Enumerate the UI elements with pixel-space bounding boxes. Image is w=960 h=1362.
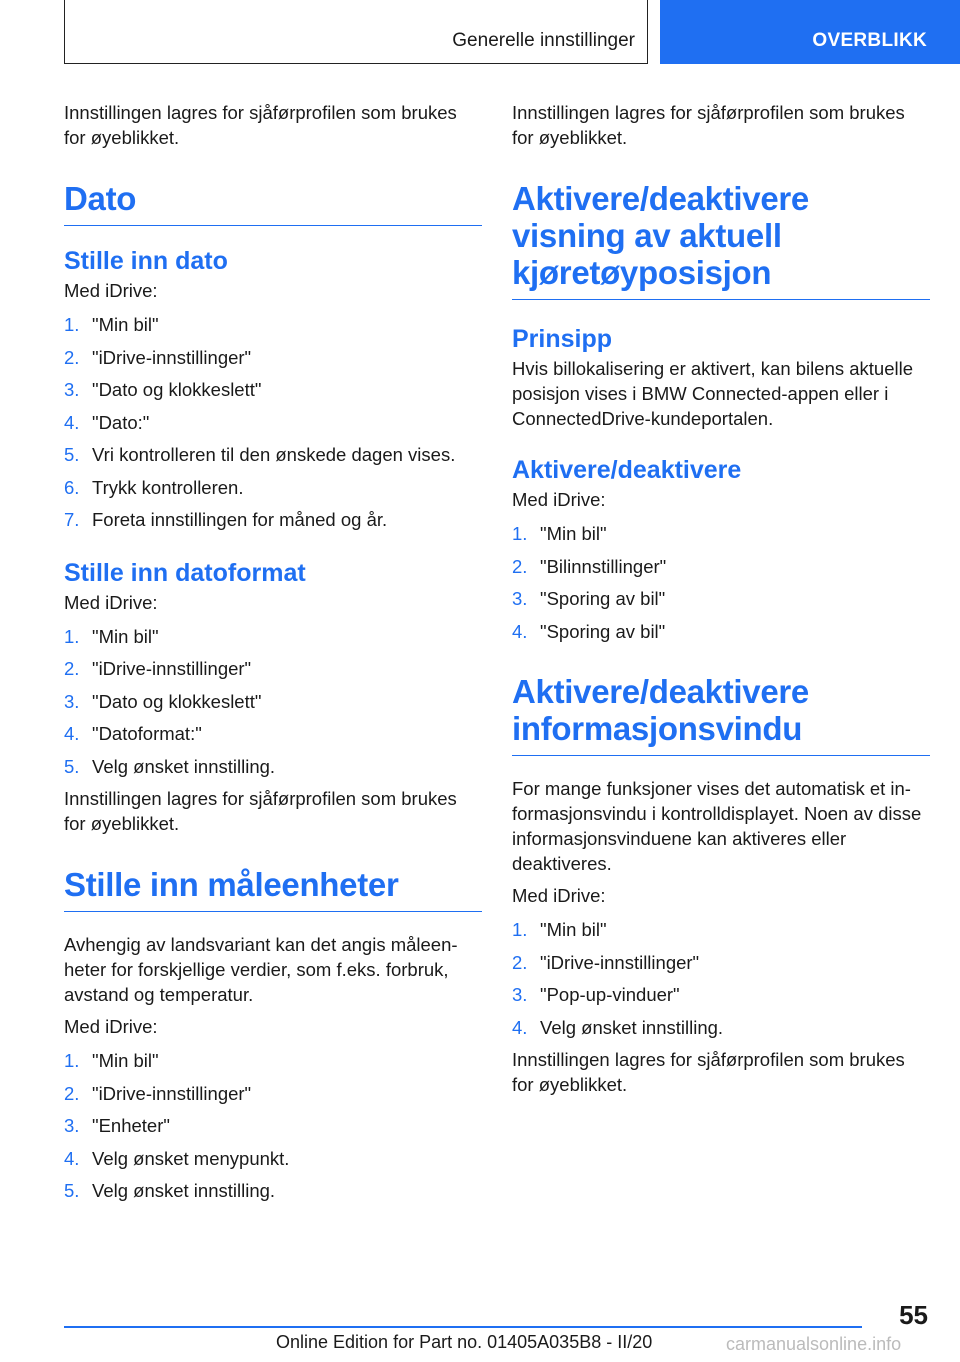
- header-tab-label: OVERBLIKK: [812, 30, 927, 51]
- datoformat-outro: Innstillingen lagres for sjåførprofilen som brukes for øyeblikket.: [64, 788, 457, 834]
- list-item: 3. "Enheter": [64, 1115, 170, 1136]
- maleenheter-desc: Avhengig av landsvariant kan det angis måleen-heter for forskjellige verdier, som f.eks. forbruk, avstand og temperatur.: [64, 934, 458, 1005]
- med-idrive-label: Med iDrive:: [64, 280, 158, 301]
- header-section-box: [64, 0, 648, 64]
- list-item: 3. "Pop-up-vinduer": [512, 984, 680, 1005]
- dato-steps: [64, 312, 482, 540]
- aktivere-steps: [512, 521, 930, 651]
- footer-divider: [64, 1326, 862, 1328]
- dato-heading: Dato: [64, 180, 482, 226]
- med-idrive-label: Med iDrive:: [512, 885, 606, 906]
- datoformat-heading: Stille inn datoformat: [64, 558, 306, 587]
- list-item: 4. Velg ønsket innstilling.: [512, 1016, 724, 1038]
- list-item: 6. Trykk kontrolleren.: [64, 476, 244, 498]
- datoformat-steps: [64, 624, 482, 787]
- infovindu-steps: [512, 917, 930, 1047]
- page-number: 55: [899, 1300, 928, 1330]
- list-item: 1. "Min bil": [64, 1050, 159, 1071]
- list-item: 1. "Min bil": [64, 314, 159, 335]
- infovindu-heading: Aktivere/deaktivere informasjonsvindu: [512, 673, 930, 756]
- left-column: [64, 100, 482, 1211]
- list-item: 5. Velg ønsket innstilling.: [64, 755, 276, 777]
- med-idrive-label: Med iDrive:: [64, 591, 158, 613]
- list-item: 2. "iDrive-innstillinger": [64, 658, 252, 679]
- list-item: 2. "iDrive-innstillinger": [64, 1082, 252, 1104]
- list-item: 5. Velg ønsket innstilling.: [64, 1180, 276, 1201]
- list-item: 7. Foreta innstillingen for måned og år.: [64, 509, 388, 530]
- posisjon-heading: Aktivere/deaktivere visning av aktuell kjøretøyposisjon: [512, 180, 930, 300]
- med-idrive-label: Med iDrive:: [64, 1016, 158, 1037]
- footer-edition: Online Edition for Part no. 01405A035B8 - II/20: [276, 1332, 653, 1352]
- list-item: 2. "iDrive-innstillinger": [64, 346, 252, 368]
- maleenheter-heading: Stille inn måleenheter: [64, 866, 482, 912]
- list-item: 4. "Sporing av bil": [512, 620, 666, 642]
- list-item: 4. "Dato:": [64, 411, 150, 433]
- infovindu-desc: For mange funksjoner vises det automatisk et in-formasjonsvindu i kontrolldisplayet. Noen av disse informasjonsvinduene kan aktiveres eller deaktiveres.: [512, 778, 922, 874]
- list-item: 5. Vri kontrolleren til den ønskede dagen vises.: [64, 444, 456, 465]
- intro-text: Innstillingen lagres for sjåførprofilen som brukes for øyeblikket.: [64, 102, 457, 148]
- header-section-title: Generelle innstillinger: [452, 30, 635, 51]
- list-item: 1. "Min bil": [64, 625, 159, 647]
- list-item: 3. "Dato og klokkeslett": [64, 690, 262, 712]
- aktivere-heading: Aktivere/deaktivere: [512, 456, 742, 484]
- maleenheter-steps: [64, 1048, 482, 1211]
- prinsipp-text: Hvis billokalisering er aktivert, kan bilens aktuelle posisjon vises i BMW Connected-appen eller i ConnectedDrive-kundeportalen.: [512, 358, 914, 429]
- stille-inn-dato-heading: Stille inn dato: [64, 247, 228, 275]
- med-idrive-label: Med iDrive:: [512, 489, 606, 510]
- list-item: 2. "iDrive-innstillinger": [512, 951, 700, 973]
- list-item: 1. "Min bil": [512, 523, 607, 544]
- list-item: 3. "Sporing av bil": [512, 588, 666, 609]
- list-item: 4. Velg ønsket menypunkt.: [64, 1147, 290, 1169]
- infovindu-outro: Innstillingen lagres for sjåførprofilen som brukes for øyeblikket.: [512, 1049, 905, 1095]
- list-item: 1. "Min bil": [512, 919, 607, 940]
- watermark-text: carmanualsonline.info: [720, 1334, 901, 1355]
- list-item: 4. "Datoformat:": [64, 723, 202, 744]
- header-tab-overblikk[interactable]: [660, 0, 960, 64]
- prinsipp-heading: Prinsipp: [512, 325, 613, 353]
- list-item: 2. "Bilinnstillinger": [512, 555, 667, 577]
- list-item: 3. "Dato og klokkeslett": [64, 379, 262, 400]
- right-column: [512, 100, 930, 1097]
- intro-text: Innstillingen lagres for sjåførprofilen som brukes for øyeblikket.: [512, 102, 905, 148]
